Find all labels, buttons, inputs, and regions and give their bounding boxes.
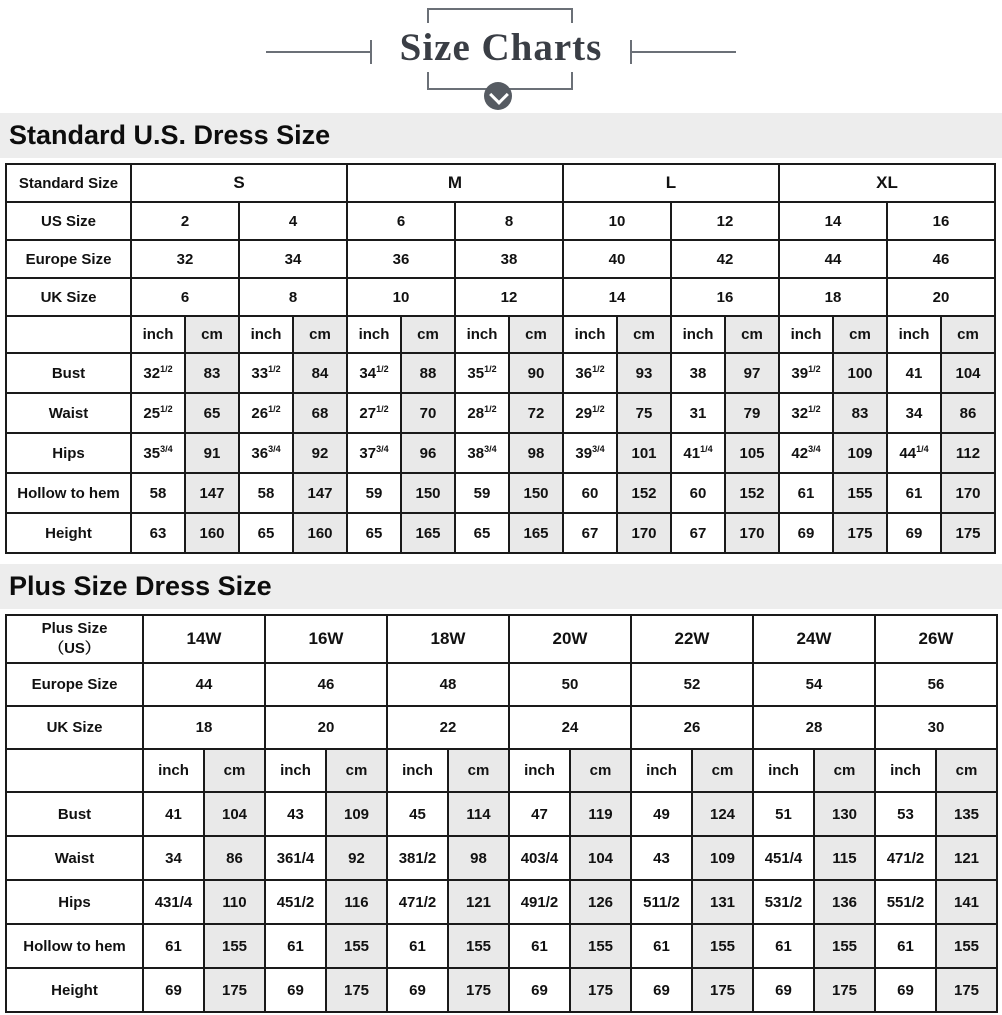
measure-value-cell: 135 (936, 792, 997, 836)
measure-value-cell: 49 (631, 792, 692, 836)
unit-header-cell: cm (570, 749, 631, 792)
measure-value-cell: 147 (293, 473, 347, 513)
measure-value-cell: 43 (265, 792, 326, 836)
measure-value-cell: 31 (671, 393, 725, 433)
unit-header-cell: inch (875, 749, 936, 792)
measure-value-cell: $41^{1/4}$ (671, 433, 725, 473)
europe-size-value-cell: 34 (239, 240, 347, 278)
measure-value-cell: $33^{1/2}$ (239, 353, 293, 393)
europe-size-value-cell: 56 (875, 663, 997, 706)
measure-value-cell: 155 (448, 924, 509, 968)
measure-value-cell: 175 (326, 968, 387, 1012)
uk-size-value-cell: 30 (875, 706, 997, 749)
measure-value-cell: 79 (725, 393, 779, 433)
europe-size-value-cell: 36 (347, 240, 455, 278)
size-group-cell: 24W (753, 615, 875, 663)
measure-value-cell: 69 (143, 968, 204, 1012)
europe-size-value-cell: 44 (143, 663, 265, 706)
measure-value-cell: $35^{1/2}$ (455, 353, 509, 393)
measure-value-cell: $36^{1/2}$ (563, 353, 617, 393)
measure-value-cell: 90 (509, 353, 563, 393)
measure-value-cell: 152 (617, 473, 671, 513)
measure-value-cell: 86 (204, 836, 265, 880)
us-size-value-cell: 4 (239, 202, 347, 240)
measure-value-cell: 65 (347, 513, 401, 553)
measure-value-cell: 150 (509, 473, 563, 513)
europe-size-value-cell: 48 (387, 663, 509, 706)
measure-row-label: Bust (6, 792, 143, 836)
measure-value-cell: 491/2 (509, 880, 570, 924)
title-banner (0, 0, 1002, 113)
measure-value-cell: 83 (833, 393, 887, 433)
measure-value-cell: 61 (753, 924, 814, 968)
measure-value-cell: 147 (185, 473, 239, 513)
measure-value-cell: 61 (631, 924, 692, 968)
measure-value-cell: 175 (941, 513, 995, 553)
uk-size-row-label: UK Size (6, 706, 143, 749)
uk-size-value-cell: 22 (387, 706, 509, 749)
europe-size-value-cell: 42 (671, 240, 779, 278)
size-row-label: Standard Size (6, 164, 131, 202)
measure-value-cell: 170 (617, 513, 671, 553)
measure-value-cell: 131 (692, 880, 753, 924)
measure-value-cell: 431/4 (143, 880, 204, 924)
unit-header-cell: cm (814, 749, 875, 792)
measure-value-cell: 69 (509, 968, 570, 1012)
measure-value-cell: 136 (814, 880, 875, 924)
measure-value-cell: 34 (887, 393, 941, 433)
measure-value-cell: 58 (239, 473, 293, 513)
us-size-value-cell: 16 (887, 202, 995, 240)
measure-value-cell: 451/4 (753, 836, 814, 880)
uk-size-row-label: UK Size (6, 278, 131, 316)
measure-value-cell: 471/2 (875, 836, 936, 880)
us-size-value-cell: 10 (563, 202, 671, 240)
unit-header-cell: inch (631, 749, 692, 792)
units-row-label (6, 316, 131, 353)
top-bracket (427, 8, 573, 23)
measure-value-cell: 69 (631, 968, 692, 1012)
europe-size-value-cell: 38 (455, 240, 563, 278)
measure-value-cell: 70 (401, 393, 455, 433)
plus-size-table (5, 614, 998, 1013)
unit-header-cell: cm (509, 316, 563, 353)
measure-value-cell: 104 (941, 353, 995, 393)
measure-value-cell: 93 (617, 353, 671, 393)
units-row-label (6, 749, 143, 792)
measure-value-cell: 361/4 (265, 836, 326, 880)
section-gap (0, 554, 1002, 564)
measure-value-cell: 152 (725, 473, 779, 513)
measure-value-cell: 84 (293, 353, 347, 393)
measure-value-cell: 175 (448, 968, 509, 1012)
measure-value-cell: 61 (779, 473, 833, 513)
page-title: Size Charts (399, 26, 603, 69)
measure-value-cell: 86 (941, 393, 995, 433)
unit-header-cell: cm (204, 749, 265, 792)
measure-value-cell: 175 (692, 968, 753, 1012)
uk-size-value-cell: 24 (509, 706, 631, 749)
europe-size-value-cell: 50 (509, 663, 631, 706)
uk-size-value-cell: 10 (347, 278, 455, 316)
unit-header-cell: inch (131, 316, 185, 353)
unit-header-cell: inch (387, 749, 448, 792)
measure-value-cell: 451/2 (265, 880, 326, 924)
unit-header-cell: inch (671, 316, 725, 353)
us-size-value-cell: 8 (455, 202, 563, 240)
size-group-cell: 20W (509, 615, 631, 663)
measure-row-label: Height (6, 968, 143, 1012)
size-group-cell: 26W (875, 615, 997, 663)
measure-value-cell: 175 (570, 968, 631, 1012)
measure-value-cell: 67 (671, 513, 725, 553)
us-size-value-cell: 12 (671, 202, 779, 240)
measure-row-label: Waist (6, 836, 143, 880)
unit-header-cell: cm (326, 749, 387, 792)
measure-value-cell: 109 (326, 792, 387, 836)
size-group-cell: L (563, 164, 779, 202)
measure-value-cell: 155 (692, 924, 753, 968)
unit-header-cell: inch (563, 316, 617, 353)
measure-value-cell: 170 (941, 473, 995, 513)
measure-value-cell: 58 (131, 473, 185, 513)
size-group-cell: M (347, 164, 563, 202)
unit-header-cell: inch (509, 749, 570, 792)
unit-header-cell: inch (887, 316, 941, 353)
standard-section-heading: Standard U.S. Dress Size (0, 113, 1002, 158)
measure-value-cell: 65 (455, 513, 509, 553)
measure-value-cell: 104 (570, 836, 631, 880)
measure-value-cell: 51 (753, 792, 814, 836)
europe-size-value-cell: 32 (131, 240, 239, 278)
unit-header-cell: inch (239, 316, 293, 353)
size-group-cell: S (131, 164, 347, 202)
measure-value-cell: 92 (326, 836, 387, 880)
measure-value-cell: 92 (293, 433, 347, 473)
unit-header-cell: cm (448, 749, 509, 792)
uk-size-value-cell: 8 (239, 278, 347, 316)
uk-size-value-cell: 14 (563, 278, 671, 316)
europe-size-value-cell: 40 (563, 240, 671, 278)
measure-value-cell: 69 (887, 513, 941, 553)
measure-value-cell: 53 (875, 792, 936, 836)
measure-value-cell: 115 (814, 836, 875, 880)
measure-value-cell: 126 (570, 880, 631, 924)
measure-value-cell: 155 (570, 924, 631, 968)
uk-size-value-cell: 20 (265, 706, 387, 749)
us-size-row-label: US Size (6, 202, 131, 240)
measure-value-cell: 165 (509, 513, 563, 553)
measure-value-cell: 175 (936, 968, 997, 1012)
uk-size-value-cell: 18 (779, 278, 887, 316)
measure-value-cell: 155 (833, 473, 887, 513)
measure-value-cell: 61 (387, 924, 448, 968)
measure-value-cell: 97 (725, 353, 779, 393)
measure-value-cell: 61 (887, 473, 941, 513)
measure-value-cell: $25^{1/2}$ (131, 393, 185, 433)
europe-size-value-cell: 52 (631, 663, 753, 706)
unit-header-cell: cm (833, 316, 887, 353)
measure-value-cell: 381/2 (387, 836, 448, 880)
measure-value-cell: 121 (448, 880, 509, 924)
uk-size-value-cell: 12 (455, 278, 563, 316)
measure-value-cell: 61 (875, 924, 936, 968)
measure-value-cell: 471/2 (387, 880, 448, 924)
measure-value-cell: 403/4 (509, 836, 570, 880)
europe-size-value-cell: 46 (265, 663, 387, 706)
measure-value-cell: 155 (326, 924, 387, 968)
measure-value-cell: 119 (570, 792, 631, 836)
measure-value-cell: 109 (692, 836, 753, 880)
measure-value-cell: 101 (617, 433, 671, 473)
plus-section-heading: Plus Size Dress Size (0, 564, 1002, 609)
measure-value-cell: $27^{1/2}$ (347, 393, 401, 433)
measure-value-cell: 60 (671, 473, 725, 513)
measure-value-cell: 65 (185, 393, 239, 433)
measure-value-cell: 105 (725, 433, 779, 473)
measure-value-cell: $37^{3/4}$ (347, 433, 401, 473)
measure-value-cell: $32^{1/2}$ (779, 393, 833, 433)
measure-value-cell: 63 (131, 513, 185, 553)
measure-value-cell: 112 (941, 433, 995, 473)
measure-value-cell: $44^{1/4}$ (887, 433, 941, 473)
measure-value-cell: 130 (814, 792, 875, 836)
size-row-label: Plus Size （US） (6, 615, 143, 663)
unit-header-cell: cm (185, 316, 239, 353)
measure-value-cell: 155 (204, 924, 265, 968)
measure-value-cell: 116 (326, 880, 387, 924)
measure-value-cell: 43 (631, 836, 692, 880)
measure-value-cell: 69 (779, 513, 833, 553)
measure-value-cell: $26^{1/2}$ (239, 393, 293, 433)
measure-value-cell: 83 (185, 353, 239, 393)
measure-value-cell: 72 (509, 393, 563, 433)
measure-value-cell: 175 (833, 513, 887, 553)
measure-value-cell: 96 (401, 433, 455, 473)
measure-value-cell: 160 (293, 513, 347, 553)
measure-value-cell: 65 (239, 513, 293, 553)
measure-value-cell: 69 (387, 968, 448, 1012)
unit-header-cell: cm (617, 316, 671, 353)
measure-value-cell: 170 (725, 513, 779, 553)
unit-header-cell: inch (143, 749, 204, 792)
measure-value-cell: 69 (753, 968, 814, 1012)
measure-value-cell: $39^{1/2}$ (779, 353, 833, 393)
unit-header-cell: cm (293, 316, 347, 353)
uk-size-value-cell: 28 (753, 706, 875, 749)
chevron-down-icon (489, 85, 509, 105)
measure-row-label: Bust (6, 353, 131, 393)
measure-value-cell: 61 (509, 924, 570, 968)
europe-size-row-label: Europe Size (6, 240, 131, 278)
unit-header-cell: inch (265, 749, 326, 792)
measure-value-cell: 155 (814, 924, 875, 968)
measure-row-label: Hips (6, 880, 143, 924)
measure-value-cell: 141 (936, 880, 997, 924)
measure-value-cell: 45 (387, 792, 448, 836)
measure-row-label: Hollow to hem (6, 473, 131, 513)
measure-value-cell: 104 (204, 792, 265, 836)
size-group-cell: 18W (387, 615, 509, 663)
unit-header-cell: cm (401, 316, 455, 353)
measure-value-cell: 59 (455, 473, 509, 513)
measure-value-cell: 59 (347, 473, 401, 513)
measure-value-cell: 88 (401, 353, 455, 393)
size-group-cell: 16W (265, 615, 387, 663)
uk-size-value-cell: 16 (671, 278, 779, 316)
measure-value-cell: 110 (204, 880, 265, 924)
measure-value-cell: 91 (185, 433, 239, 473)
measure-value-cell: 47 (509, 792, 570, 836)
measure-value-cell: 511/2 (631, 880, 692, 924)
measure-value-cell: 124 (692, 792, 753, 836)
measure-value-cell: 114 (448, 792, 509, 836)
measure-value-cell: 165 (401, 513, 455, 553)
measure-value-cell: 121 (936, 836, 997, 880)
unit-header-cell: cm (941, 316, 995, 353)
europe-size-row-label: Europe Size (6, 663, 143, 706)
measure-row-label: Height (6, 513, 131, 553)
us-size-value-cell: 14 (779, 202, 887, 240)
unit-header-cell: cm (725, 316, 779, 353)
europe-size-value-cell: 54 (753, 663, 875, 706)
measure-value-cell: 175 (814, 968, 875, 1012)
measure-value-cell: $29^{1/2}$ (563, 393, 617, 433)
chevron-circle (484, 82, 512, 110)
uk-size-value-cell: 26 (631, 706, 753, 749)
unit-header-cell: inch (779, 316, 833, 353)
europe-size-value-cell: 46 (887, 240, 995, 278)
measure-value-cell: 160 (185, 513, 239, 553)
measure-value-cell: $36^{3/4}$ (239, 433, 293, 473)
europe-size-value-cell: 44 (779, 240, 887, 278)
measure-value-cell: $28^{1/2}$ (455, 393, 509, 433)
uk-size-value-cell: 20 (887, 278, 995, 316)
measure-value-cell: 75 (617, 393, 671, 433)
measure-value-cell: 61 (265, 924, 326, 968)
measure-value-cell: 150 (401, 473, 455, 513)
unit-header-cell: inch (455, 316, 509, 353)
measure-value-cell: 61 (143, 924, 204, 968)
measure-value-cell: 41 (887, 353, 941, 393)
measure-row-label: Hollow to hem (6, 924, 143, 968)
uk-size-value-cell: 6 (131, 278, 239, 316)
measure-value-cell: $38^{3/4}$ (455, 433, 509, 473)
measure-value-cell: 98 (509, 433, 563, 473)
measure-value-cell: 69 (265, 968, 326, 1012)
size-group-cell: 22W (631, 615, 753, 663)
measure-value-cell: 60 (563, 473, 617, 513)
measure-row-label: Waist (6, 393, 131, 433)
measure-value-cell: $34^{1/2}$ (347, 353, 401, 393)
measure-value-cell: $39^{3/4}$ (563, 433, 617, 473)
unit-header-cell: inch (347, 316, 401, 353)
measure-value-cell: 38 (671, 353, 725, 393)
measure-value-cell: 551/2 (875, 880, 936, 924)
uk-size-value-cell: 18 (143, 706, 265, 749)
measure-value-cell: 100 (833, 353, 887, 393)
measure-value-cell: 67 (563, 513, 617, 553)
measure-value-cell: 68 (293, 393, 347, 433)
measure-value-cell: 41 (143, 792, 204, 836)
unit-header-cell: cm (936, 749, 997, 792)
measure-value-cell: 155 (936, 924, 997, 968)
size-group-cell: 14W (143, 615, 265, 663)
size-group-cell: XL (779, 164, 995, 202)
measure-value-cell: $32^{1/2}$ (131, 353, 185, 393)
measure-value-cell: 531/2 (753, 880, 814, 924)
unit-header-cell: inch (753, 749, 814, 792)
measure-row-label: Hips (6, 433, 131, 473)
measure-value-cell: $42^{3/4}$ (779, 433, 833, 473)
measure-value-cell: 34 (143, 836, 204, 880)
us-size-value-cell: 2 (131, 202, 239, 240)
measure-value-cell: 109 (833, 433, 887, 473)
unit-header-cell: cm (692, 749, 753, 792)
measure-value-cell: 69 (875, 968, 936, 1012)
standard-size-table (5, 163, 996, 554)
measure-value-cell: 98 (448, 836, 509, 880)
measure-value-cell: 175 (204, 968, 265, 1012)
us-size-value-cell: 6 (347, 202, 455, 240)
measure-value-cell: $35^{3/4}$ (131, 433, 185, 473)
